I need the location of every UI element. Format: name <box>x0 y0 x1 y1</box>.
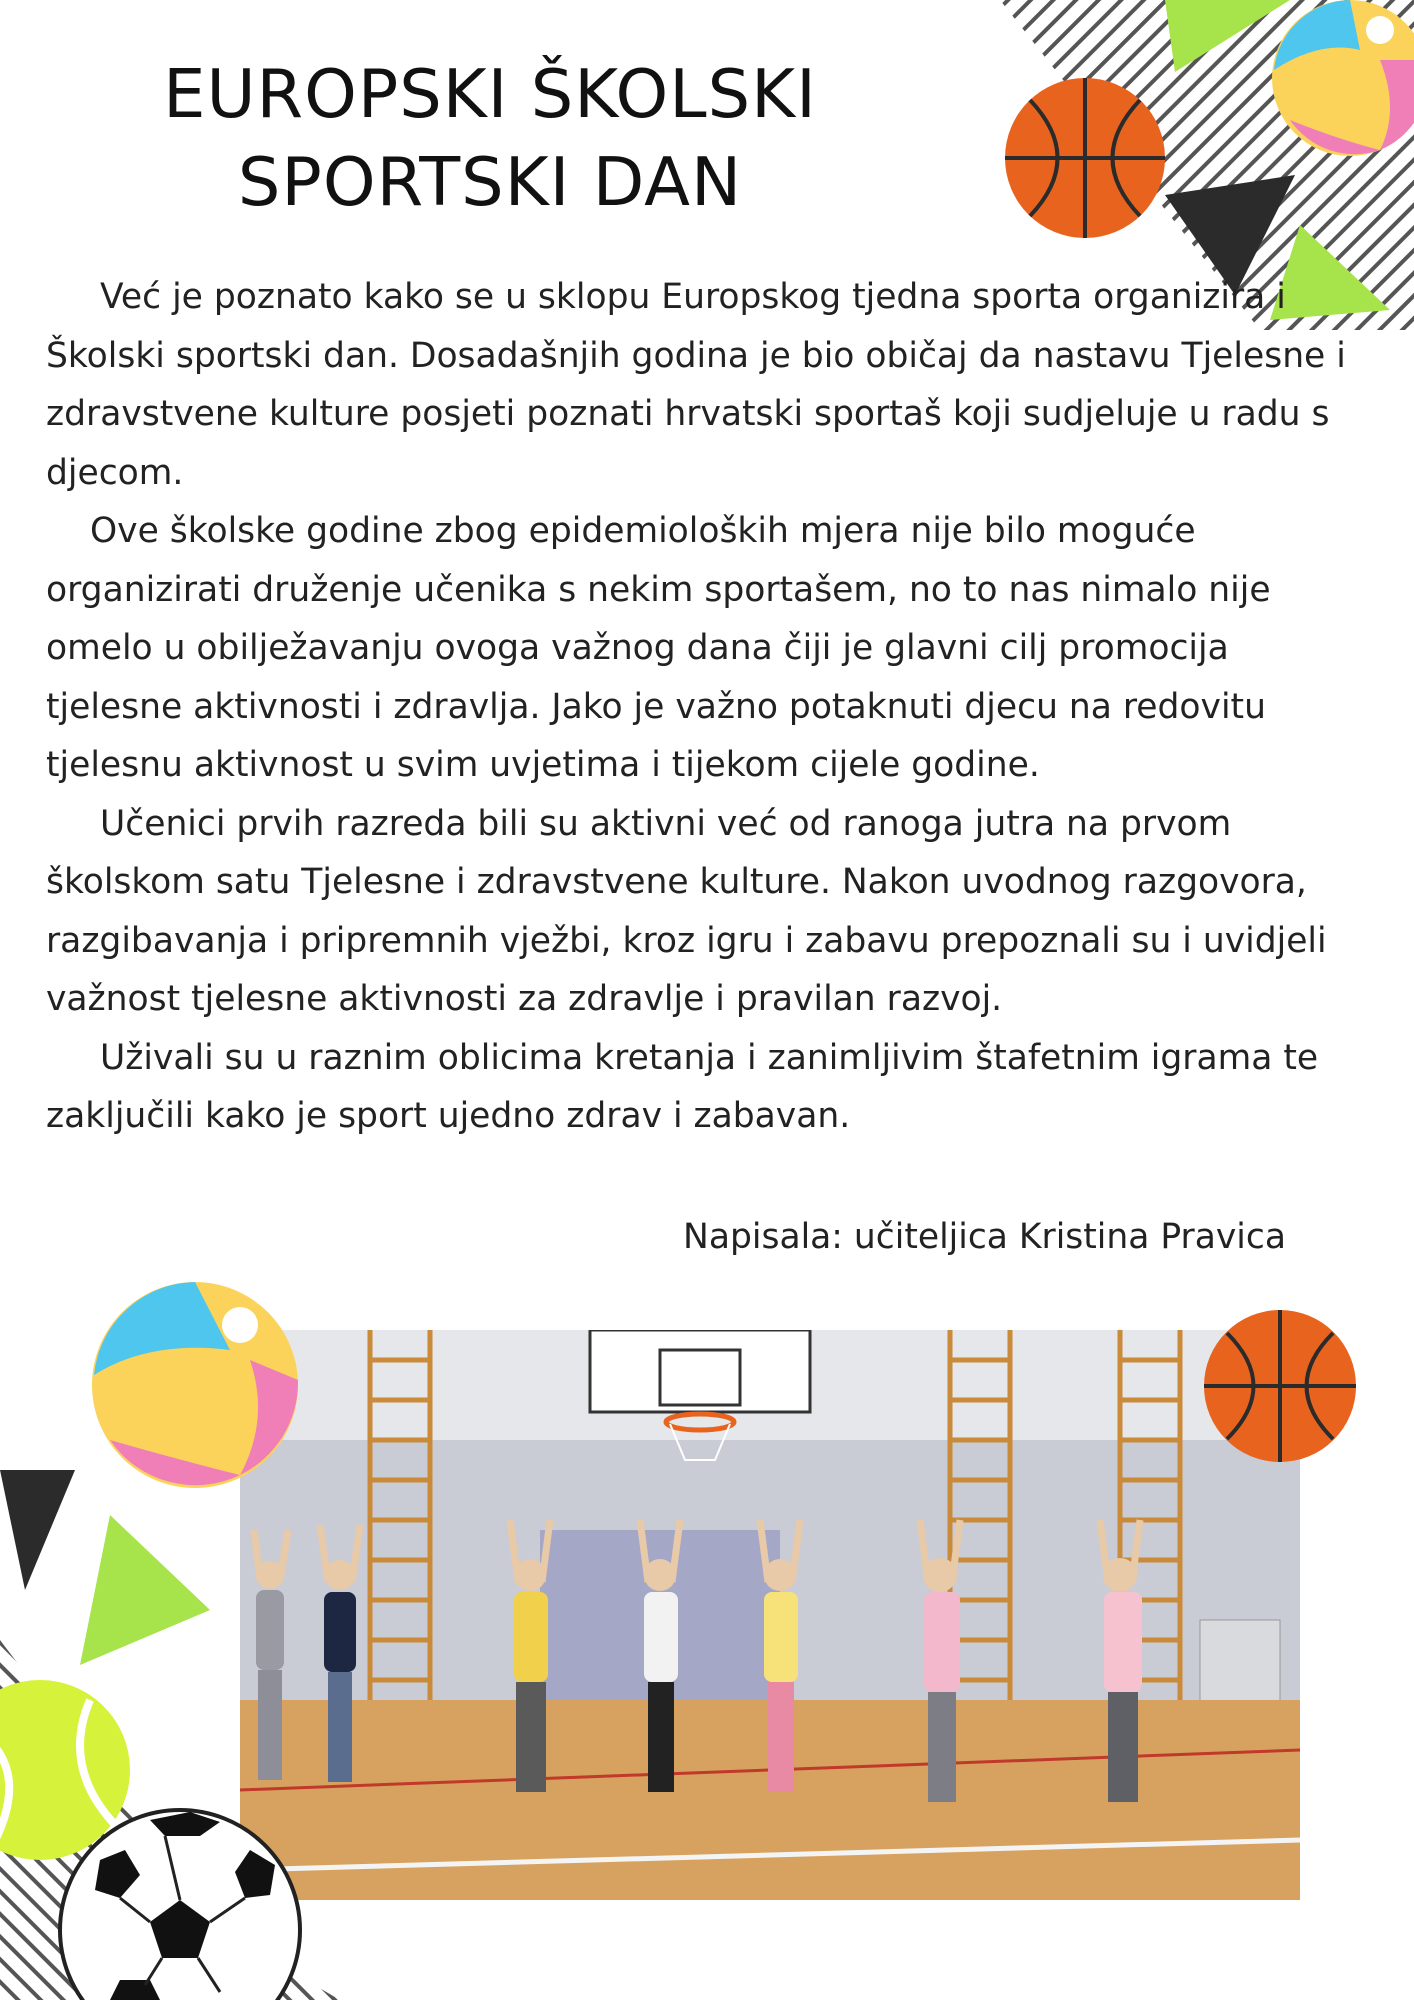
class-photo <box>240 1330 1300 1900</box>
title-line-1: EUROPSKI ŠKOLSKI <box>163 55 817 133</box>
triangle-icon <box>0 1470 75 1590</box>
paragraph: Učenici prvih razreda bili su aktivni već od ranoga jutra na prvom školskom satu Tjelesne i zdravstvene kulture. Nakon uvodnog razgovora, razgibavanja i pripremnih vježbi, kroz igru i zabavu prepoznali su i uvidjeli važnost tjelesne aktivnosti za zdravlje i pravilan razvoj. <box>46 803 1327 1019</box>
basketball-icon <box>1202 1308 1358 1464</box>
paragraph: Uživali su u raznim oblicima kretanja i zanimljivim štafetnim igrama te zaključili kako je sport ujedno zdrav i zabavan. <box>46 1037 1319 1136</box>
paragraph: Već je poznato kako se u sklopu Europskog tjedna sporta organizira i Školski sportski dan. Dosadašnjih godina je bio običaj da nastavu Tjelesne i zdravstvene kulture posjeti poznati hrvatski sportaš koji sudjeluje u radu s djecom. <box>46 277 1346 493</box>
title-line-2: SPORTSKI DAN <box>237 143 743 221</box>
bottom-left-decorations <box>0 1600 340 2000</box>
author-signature: Napisala: učiteljica Kristina Pravica <box>683 1217 1286 1257</box>
page-title <box>80 50 900 226</box>
paragraph: Ove školske godine zbog epidemioloških mjera nije bilo moguće organizirati druženje učenika s nekim sportašem, no to nas nimalo nije omelo u obilježavanju ovoga važnog dana čiji je glavni cilj promocija tjelesne aktivnosti i zdravlja. Jako je važno potaknuti djecu na redovitu tjelesnu aktivnost u svim uvjetima i tijekom cijele godine. <box>46 511 1271 785</box>
article-body <box>46 268 1366 1146</box>
basketball-icon <box>1005 78 1165 238</box>
beach-ball-icon <box>90 1280 300 1490</box>
